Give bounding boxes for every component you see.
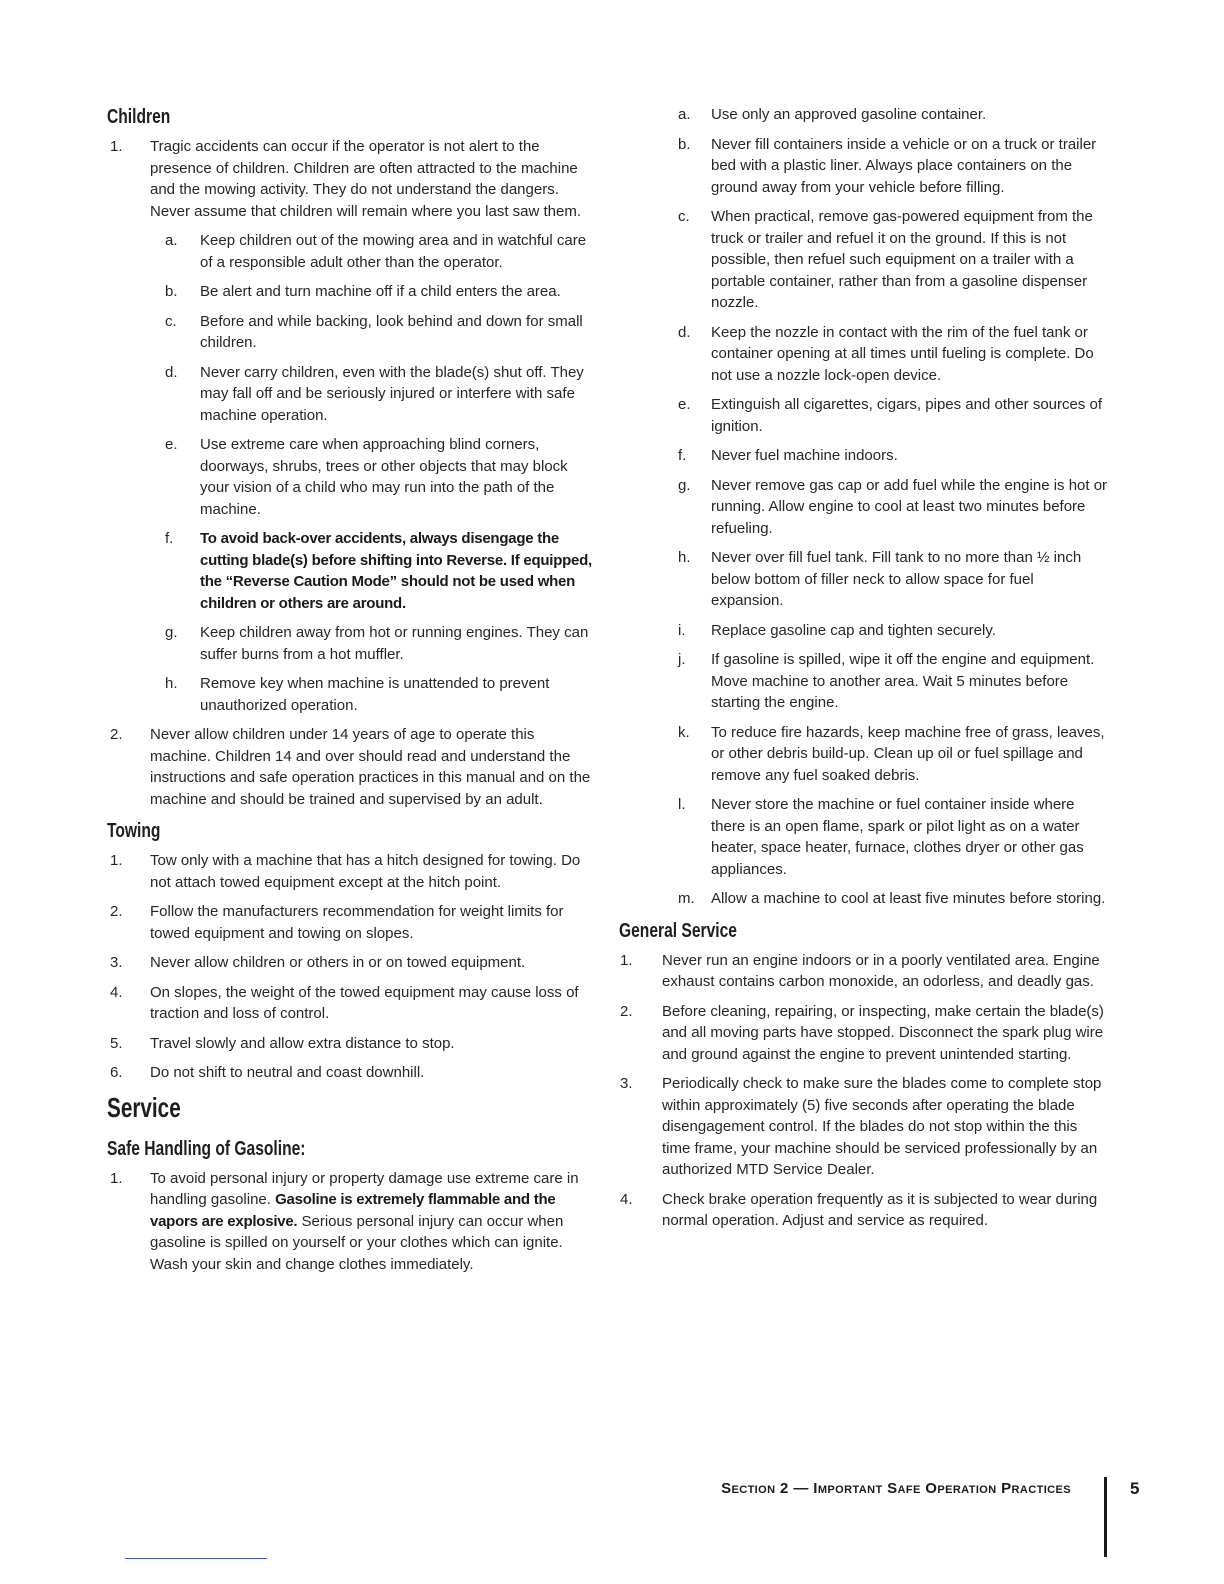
sub-item-letter: j. — [678, 651, 686, 668]
link-underline — [125, 1558, 267, 1559]
sub-item — [107, 673, 597, 716]
sub-item — [619, 134, 1109, 199]
sub-item — [619, 104, 1109, 126]
list-item — [107, 901, 597, 944]
item-number: 3. — [110, 954, 123, 971]
sub-item-text: To avoid back-over accidents, always disengage the cutting blade(s) before shifting into Reverse. If equipped, the “Reverse Caution Mode” should not be used when children or others are around. — [200, 530, 592, 612]
sub-item — [619, 620, 1109, 642]
section-heading-safe-handling: Safe Handling of Gasoline: — [107, 1137, 306, 1160]
sub-item-letter: e. — [165, 436, 178, 453]
sub-item-letter: c. — [678, 208, 690, 225]
sub-item — [107, 362, 597, 427]
sub-item-letter: b. — [165, 283, 178, 300]
sub-item-text: Use only an approved gasoline container. — [711, 106, 987, 123]
sub-item-letter: f. — [165, 530, 174, 547]
sub-item — [107, 622, 597, 665]
list-item — [619, 1073, 1109, 1181]
section-heading-towing: Towing — [107, 820, 161, 842]
sub-item-text: Keep children out of the mowing area and in watchful care of a responsible adult other than the operator. — [200, 232, 587, 271]
list-item — [619, 1001, 1109, 1066]
sub-item-text: Never store the machine or fuel container inside where there is an open flame, spark or pilot light as on a water heater, space heater, furnace, clothes dryer or other gas appliances. — [711, 796, 1084, 878]
sub-item — [619, 475, 1109, 540]
sub-item — [619, 206, 1109, 314]
item-text: Tragic accidents can occur if the operator is not alert to the presence of children. Children are often attracted to the machine and the mowing activity. They do not understand the dangers. Never assume that children will remain where you last saw them. — [150, 138, 582, 220]
sub-item-text: Never remove gas cap or add fuel while the engine is hot or running. Allow engine to cool at least two minutes before refueling. — [711, 476, 1108, 537]
chapter-heading-service: Service — [107, 1091, 181, 1123]
sub-item — [619, 547, 1109, 612]
sub-item — [619, 394, 1109, 437]
sub-item — [619, 888, 1109, 910]
sub-item-letter: h. — [678, 549, 691, 566]
sub-item-letter: k. — [678, 723, 690, 741]
list-item — [619, 950, 1109, 993]
sub-item-letter: a. — [165, 232, 178, 249]
sub-item-text: Keep the nozzle in contact with the rim of the fuel tank or container opening at all times until fueling is complete. Do not use a nozzle lock-open device. — [711, 323, 1094, 384]
sub-item-text: Extinguish all cigarettes, cigars, pipes and other sources of ignition. — [711, 396, 1103, 435]
sub-item-letter: b. — [678, 135, 691, 153]
item-number: 2. — [110, 903, 123, 920]
list-item — [107, 1168, 597, 1276]
sub-item-text: Never fuel machine indoors. — [711, 447, 898, 464]
sub-item — [619, 794, 1109, 880]
right-column — [619, 104, 1109, 1240]
left-column — [107, 104, 597, 1283]
sub-item — [107, 434, 597, 520]
item-text: To avoid personal injury or property damage use extreme care in handling gasoline. — [150, 1169, 579, 1208]
list-item — [107, 850, 597, 893]
sub-item-text: Never carry children, even with the blade(s) shut off. They may fall off and be seriously injured or interfere with safe machine operation. — [200, 363, 584, 424]
sub-item-text: Keep children away from hot or running engines. They can suffer burns from a hot muffler. — [200, 624, 589, 663]
sub-item-letter: d. — [165, 363, 178, 381]
sub-item-letter: l. — [678, 796, 686, 813]
item-text: Never allow children or others in or on towed equipment. — [150, 954, 526, 971]
item-number: 2. — [110, 726, 123, 743]
sub-item-letter: e. — [678, 396, 691, 413]
sub-item-text: Be alert and turn machine off if a child enters the area. — [200, 283, 561, 300]
section-heading-children: Children — [107, 106, 171, 128]
sub-item-text: Never fill containers inside a vehicle or on a truck or trailer bed with a plastic liner. Always place containers on the ground away from your vehicle before filling. — [711, 135, 1097, 196]
sub-item-letter: f. — [678, 447, 687, 464]
sub-item-text: Before and while backing, look behind and down for small children. — [200, 312, 583, 351]
sub-item-letter: d. — [678, 323, 691, 341]
item-number: 4. — [110, 983, 123, 1001]
list-item — [107, 982, 597, 1025]
page-number: 5 — [1130, 1479, 1140, 1498]
sub-item — [107, 281, 597, 303]
item-number: 1. — [620, 951, 633, 969]
item-number: 5. — [110, 1034, 123, 1052]
item-text-emphasis: Gasoline is extremely flammable and the vapors are explosive. — [150, 1191, 556, 1230]
section-heading-general-service: General Service — [619, 919, 737, 942]
sub-item-letter: a. — [678, 106, 691, 123]
sub-item-text: If gasoline is spilled, wipe it off the engine and equipment. Move machine to another area. Wait 5 minutes before starting the engine. — [711, 651, 1095, 711]
item-number: 3. — [620, 1075, 633, 1092]
list-item — [107, 724, 597, 810]
sub-item-text: When practical, remove gas-powered equipment from the truck or trailer and refuel it on the ground. If this is not possible, then refuel such equipment on a trailer with a portable container, rather than from a gasoline dispenser nozzle. — [711, 208, 1093, 311]
list-item — [107, 1033, 597, 1055]
item-number: 6. — [110, 1064, 123, 1081]
sub-item — [619, 649, 1109, 714]
sub-item-letter: c. — [165, 312, 177, 330]
item-text: Travel slowly and allow extra distance to stop. — [150, 1034, 455, 1052]
sub-item — [107, 230, 597, 273]
sub-item-letter: g. — [165, 624, 178, 641]
item-text: Never run an engine indoors or in a poorly ventilated area. Engine exhaust contains carbon monoxide, an odorless, and deadly gas. — [662, 951, 1100, 990]
sub-item — [619, 722, 1109, 787]
list-item — [619, 1189, 1109, 1232]
sub-item-text: Allow a machine to cool at least five minutes before storing. — [711, 890, 1106, 907]
item-text: Periodically check to make sure the blades come to complete stop within approximately (5) five seconds after operating the blade disengagement control. If the blades do not stop within the this time frame, your machine should be serviced professionally by an authorized MTD Service Dealer. — [662, 1075, 1102, 1178]
sub-item — [619, 445, 1109, 467]
sub-item — [107, 311, 597, 354]
item-text: Never allow children under 14 years of age to operate this machine. Children 14 and over should read and understand the instructions and safe operation practices in this manual and on the machine and should be trained and supervised by an adult. — [150, 726, 591, 808]
item-text: Check brake operation frequently as it is subjected to wear during normal operation. Adjust and service as required. — [662, 1190, 1098, 1229]
sub-item-letter: m. — [678, 890, 695, 907]
footer-section-title: Section 2 — Important Safe Operation Practices — [721, 1480, 1071, 1497]
list-item — [107, 952, 597, 974]
sub-item-letter: h. — [165, 675, 178, 692]
item-text: On slopes, the weight of the towed equipment may cause loss of traction and loss of control. — [150, 983, 579, 1022]
footer-divider — [1104, 1477, 1107, 1557]
item-text: Before cleaning, repairing, or inspecting, make certain the blade(s) and all moving parts have stopped. Disconnect the spark plug wire and ground against the engine to prevent unintended starting. — [662, 1002, 1104, 1063]
item-text: Serious personal injury can occur when gasoline is spilled on yourself or your clothes which can ignite. Wash your skin and change clothes immediately. — [150, 1212, 564, 1273]
sub-item — [619, 322, 1109, 387]
sub-item-text: Never over fill fuel tank. Fill tank to no more than ½ inch below bottom of filler neck to allow space for fuel expansion. — [711, 549, 1082, 609]
sub-item-text: Replace gasoline cap and tighten securely. — [711, 621, 996, 639]
item-text: Follow the manufacturers recommendation for weight limits for towed equipment and towing on slopes. — [150, 903, 564, 942]
sub-item-text: Use extreme care when approaching blind corners, doorways, shrubs, trees or other objects that may block your vision of a child who may run into the path of the machine. — [200, 436, 568, 518]
sub-item-warning — [107, 528, 597, 614]
sub-item-text: Remove key when machine is unattended to prevent unauthorized operation. — [200, 675, 550, 714]
list-item — [107, 136, 597, 222]
item-number: 4. — [620, 1190, 633, 1208]
item-number: 2. — [620, 1002, 633, 1020]
sub-item-letter: g. — [678, 476, 691, 494]
list-item — [107, 1062, 597, 1084]
sub-item-letter: i. — [678, 621, 686, 639]
sub-item-text: To reduce fire hazards, keep machine free of grass, leaves, or other debris build-up. Clean up oil or fuel spillage and remove any fuel soaked debris. — [711, 723, 1105, 784]
item-text: Tow only with a machine that has a hitch designed for towing. Do not attach towed equipment except at the hitch point. — [150, 852, 581, 891]
item-text: Do not shift to neutral and coast downhill. — [150, 1064, 425, 1081]
item-number: 1. — [110, 1169, 123, 1187]
item-number: 1. — [110, 138, 123, 155]
item-number: 1. — [110, 852, 123, 869]
